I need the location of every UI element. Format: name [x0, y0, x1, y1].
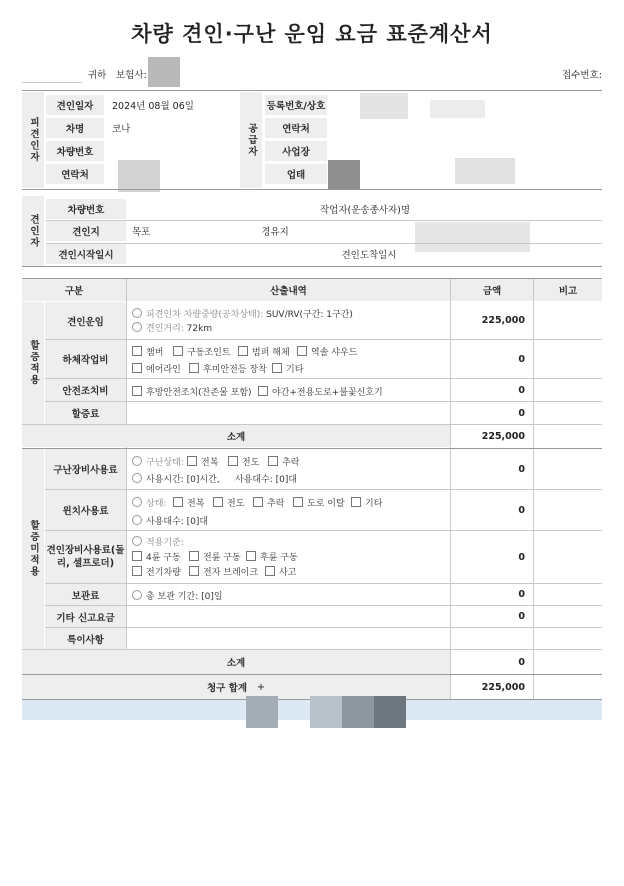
storage-label: 보관료	[45, 584, 126, 605]
total-label: 청구 합계	[207, 683, 248, 694]
underbody-label: 하체작업비	[45, 340, 126, 378]
rescue-label: 구난장비사용료	[45, 449, 126, 489]
underbody-opt-joint: 구동조인트	[173, 345, 230, 358]
subtotal2-amount: 0	[518, 656, 525, 668]
rule	[22, 90, 602, 91]
document-title: 차량 견인·구난 운임 요금 표준계산서	[131, 22, 493, 46]
subtotal2-label: 소계	[22, 650, 450, 674]
to-label: 귀하	[88, 70, 107, 81]
safety-label: 안전조치비	[45, 379, 126, 401]
winch-count: 사용대수: [0]대	[132, 514, 208, 527]
supplier-section: 공급자	[240, 92, 262, 188]
winch-opt-fall: 추락	[253, 496, 284, 509]
receipt-label: 접수번호:	[562, 70, 602, 81]
rescue-status: 구난상태:	[132, 455, 184, 468]
rule	[46, 220, 602, 221]
col-note: 비고	[534, 279, 602, 301]
equip-opt-ev: 전기차량	[132, 565, 181, 578]
redacted-block	[310, 696, 342, 728]
redacted-reg2	[430, 100, 485, 118]
tow-fee-label: 견인운임	[45, 302, 126, 339]
tow-fee-distance: 견인거리: 72km	[132, 321, 212, 334]
towed-plate-label: 차량번호	[46, 141, 104, 161]
safety-opt-night: 야간+전용도로+불꽃신호기	[258, 385, 383, 398]
underbody-amount: 0	[518, 353, 525, 365]
winch-opt-etc: 기타	[351, 496, 382, 509]
special-label: 특이사항	[45, 628, 126, 649]
rule	[46, 243, 602, 244]
winch-amount: 0	[518, 504, 525, 516]
col-detail: 산출내역	[127, 279, 450, 301]
equip-amount: 0	[518, 551, 525, 563]
towed-model-label: 차명	[46, 118, 104, 138]
rescue-opt-overturn: 전복	[187, 455, 218, 468]
towed-model-value: 코나	[112, 124, 131, 135]
redacted-insurer	[148, 57, 180, 87]
redacted-tower	[415, 222, 530, 252]
surcharge-amount: 0	[518, 407, 525, 419]
rule	[45, 627, 602, 628]
equip-opt-ebrake: 전자 브레이크	[189, 565, 258, 578]
equip-opt-accident: 사고	[265, 565, 296, 578]
tower-start-label: 견인시작일시	[46, 244, 126, 264]
tower-section: 견인자	[22, 196, 44, 266]
redacted-reg	[360, 93, 408, 119]
redacted-block	[246, 696, 278, 728]
winch-opt-overturn: 전복	[173, 496, 204, 509]
col-amount: 금액	[451, 279, 533, 301]
redacted-block	[374, 696, 406, 728]
equip-opt-rwd: 후륜 구동	[246, 550, 298, 563]
underbody-opt-etc: 기타	[272, 362, 303, 375]
supplier-reg-label: 등록번호/상호	[265, 95, 327, 115]
tower-plate-label: 차량번호	[46, 199, 126, 219]
towed-contact-label: 연락처	[46, 164, 104, 184]
safety-amount: 0	[518, 384, 525, 396]
rule	[22, 189, 602, 190]
rescue-opt-rollover: 전도	[228, 455, 259, 468]
underbody-opt-chamber: 챔버	[132, 345, 163, 358]
underbody-opt-shaft: 역솔 샤우드	[297, 345, 357, 358]
winch-label: 윈치사용료	[45, 490, 126, 530]
redacted-block	[342, 696, 374, 728]
subtotal1-label: 소계	[22, 425, 450, 447]
tow-fee-amount: 225,000	[481, 315, 525, 326]
redacted-biz2	[455, 158, 515, 184]
supplier-place-label: 사업장	[265, 141, 327, 161]
rule	[22, 266, 602, 267]
underbody-opt-taillight: 후미안전등 장착	[189, 362, 267, 375]
redacted-contact	[118, 160, 160, 192]
towed-section: 피견인자	[22, 92, 44, 188]
redacted-biz	[328, 160, 360, 190]
vline	[126, 279, 127, 649]
storage-amount: 0	[518, 589, 525, 600]
winch-status: 상태:	[132, 496, 166, 509]
rescue-count: 사용대수: [0]대	[235, 475, 298, 485]
tower-place-value: 목포	[132, 227, 151, 238]
winch-opt-rollover: 전도	[213, 496, 244, 509]
tow-fee-weight: 피견인차 차량중량(공차상태): SUV/RV(구간: 1구간)	[132, 307, 353, 320]
tower-end-label: 견인도착일시	[341, 250, 397, 261]
towed-date-value: 2024년 08월 06일	[112, 101, 194, 112]
other-label: 기타 신고요금	[45, 606, 126, 627]
tower-worker-label: 작업자(운송종사자)명	[320, 205, 410, 216]
rescue-opt-fall: 추락	[268, 455, 299, 468]
tower-place-label: 견인지	[46, 221, 126, 241]
surcharge-label: 할증료	[45, 402, 126, 424]
total-symbol: +	[257, 681, 265, 693]
rescue-time: 사용시간: [0]시간,	[132, 472, 220, 485]
section-nonapply: 할증미적용	[22, 449, 44, 649]
winch-opt-offroad: 도로 이탈	[293, 496, 345, 509]
equip-opt-fwd: 전륜 구동	[189, 550, 241, 563]
tower-via-label: 경유지	[261, 227, 289, 238]
supplier-contact-label: 연락처	[265, 118, 327, 138]
total-amount: 225,000	[481, 681, 525, 693]
towed-date-label: 견인일자	[46, 95, 104, 115]
supplier-biz-label: 업태	[265, 164, 327, 184]
storage-period: 총 보관 기간: [0]일	[132, 589, 223, 602]
insurer-label: 보험사:	[116, 70, 147, 81]
col-category: 구분	[22, 279, 126, 301]
equip-label: 견인장비사용료(돌리, 셀프로더)	[45, 531, 126, 583]
equip-opt-4wd: 4륜 구동	[132, 550, 181, 563]
subtotal1-amount: 225,000	[481, 430, 525, 442]
underline-to	[22, 82, 82, 83]
section-apply: 할증적용	[22, 302, 44, 424]
safety-opt-rear: 후방안전조치(잔존물 포함)	[132, 385, 252, 398]
rescue-amount: 0	[518, 463, 525, 475]
other-amount: 0	[518, 611, 525, 622]
underbody-opt-bumper: 범퍼 해체	[238, 345, 290, 358]
underbody-opt-airline: 에어라인	[132, 362, 181, 375]
equip-basis: 적용기준:	[132, 535, 184, 548]
